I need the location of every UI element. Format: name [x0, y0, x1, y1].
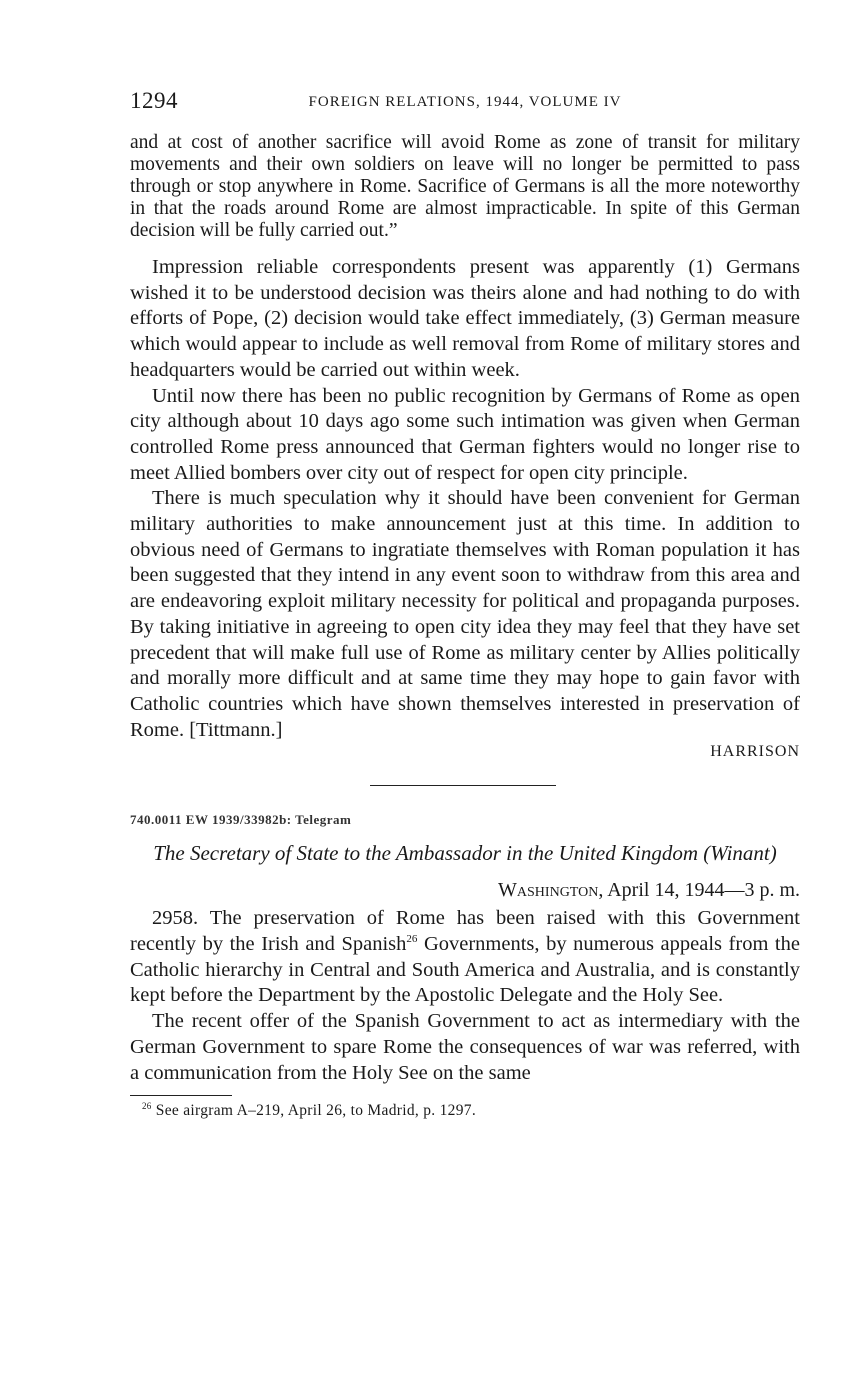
paragraph-2958 [130, 906, 800, 1009]
footnote-divider [130, 1095, 232, 1096]
paragraph-2958-text-a: 2958. The preservation of Rome has been raised with this Government recently by the Irish and Spanish [130, 907, 800, 956]
dateline [130, 879, 800, 902]
document-title: The Secretary of State to the Ambassador in the United Kingdom (Winant) [153, 841, 777, 866]
paragraph-spanish-offer: The recent offer of the Spanish Government to act as intermediary with the German Government to spare Rome the consequences of war was referred, with a communication from the Holy See on the same [130, 1010, 800, 1084]
dateline-date: , April 14, 1944—3 p. m. [598, 879, 800, 902]
paragraph-2958-text-b: Governments, by numerous appeals from the Catholic hierarchy in Central and South America and Australia, and is constantly kept before the Department by the Apostolic Delegate and the Holy See. [130, 933, 800, 1007]
paragraph-speculation: There is much speculation why it should have been convenient for German military authorities to make announcement just at this time. In addition to obvious need of Germans to ingratiate themselves with Roman population it has been suggested that they intend in any event soon to withdraw from this area and are endeavoring exploit military necessity for political and propaganda purposes. By taking initiative in agreeing to open city idea they may feel that they have set precedent that will make full use of Rome as military center by Allies politically and morally more difficult and at same time they may hope to gain favor with Catholic countries which have shown themselves interested in preservation of Rome. [Tittmann.] [130, 487, 800, 741]
file-reference: 740.0011 EW 1939/33982b: Telegram [130, 812, 352, 828]
footnote-text: See airgram A–219, April 26, to Madrid, p. 1297. [151, 1102, 476, 1120]
page-number: 1294 [130, 88, 178, 113]
section-divider [370, 785, 556, 786]
paragraph-open-city: Until now there has been no public recognition by Germans of Rome as open city although about 10 days ago some such intimation was given when German controlled Rome press announced that German fighters would no longer rise to meet Allied bombers over city out of respect for open city principle. [130, 384, 800, 484]
signature: HARRISON [710, 743, 800, 761]
running-head: FOREIGN RELATIONS, 1944, VOLUME IV [308, 94, 622, 110]
footnote-mark: 26 [142, 1101, 152, 1112]
footnote [130, 1102, 800, 1120]
page-header [130, 88, 800, 118]
document-page [130, 88, 800, 1120]
quoted-text: and at cost of another sacrifice will avoid Rome as zone of transit for military movements and their own soldiers on leave will no longer be permitted to pass through or stop anywhere in Rome. Sacrifice of Germans is all the more noteworthy in that the roads around Rome are almost impracticable. In spite of this German decision will be fully carried out.” [130, 132, 800, 241]
dateline-place: Washington [498, 879, 599, 902]
footnote-reference[interactable]: 26 [406, 933, 418, 946]
paragraph-impression: Impression reliable correspondents present was apparently (1) Germans wished it to be understood decision was theirs alone and had nothing to do with efforts of Pope, (2) decision would take effect immediately, (3) German measure which would appear to include as well removal from Rome of military stores and headquarters would be carried out within week. [130, 256, 800, 381]
